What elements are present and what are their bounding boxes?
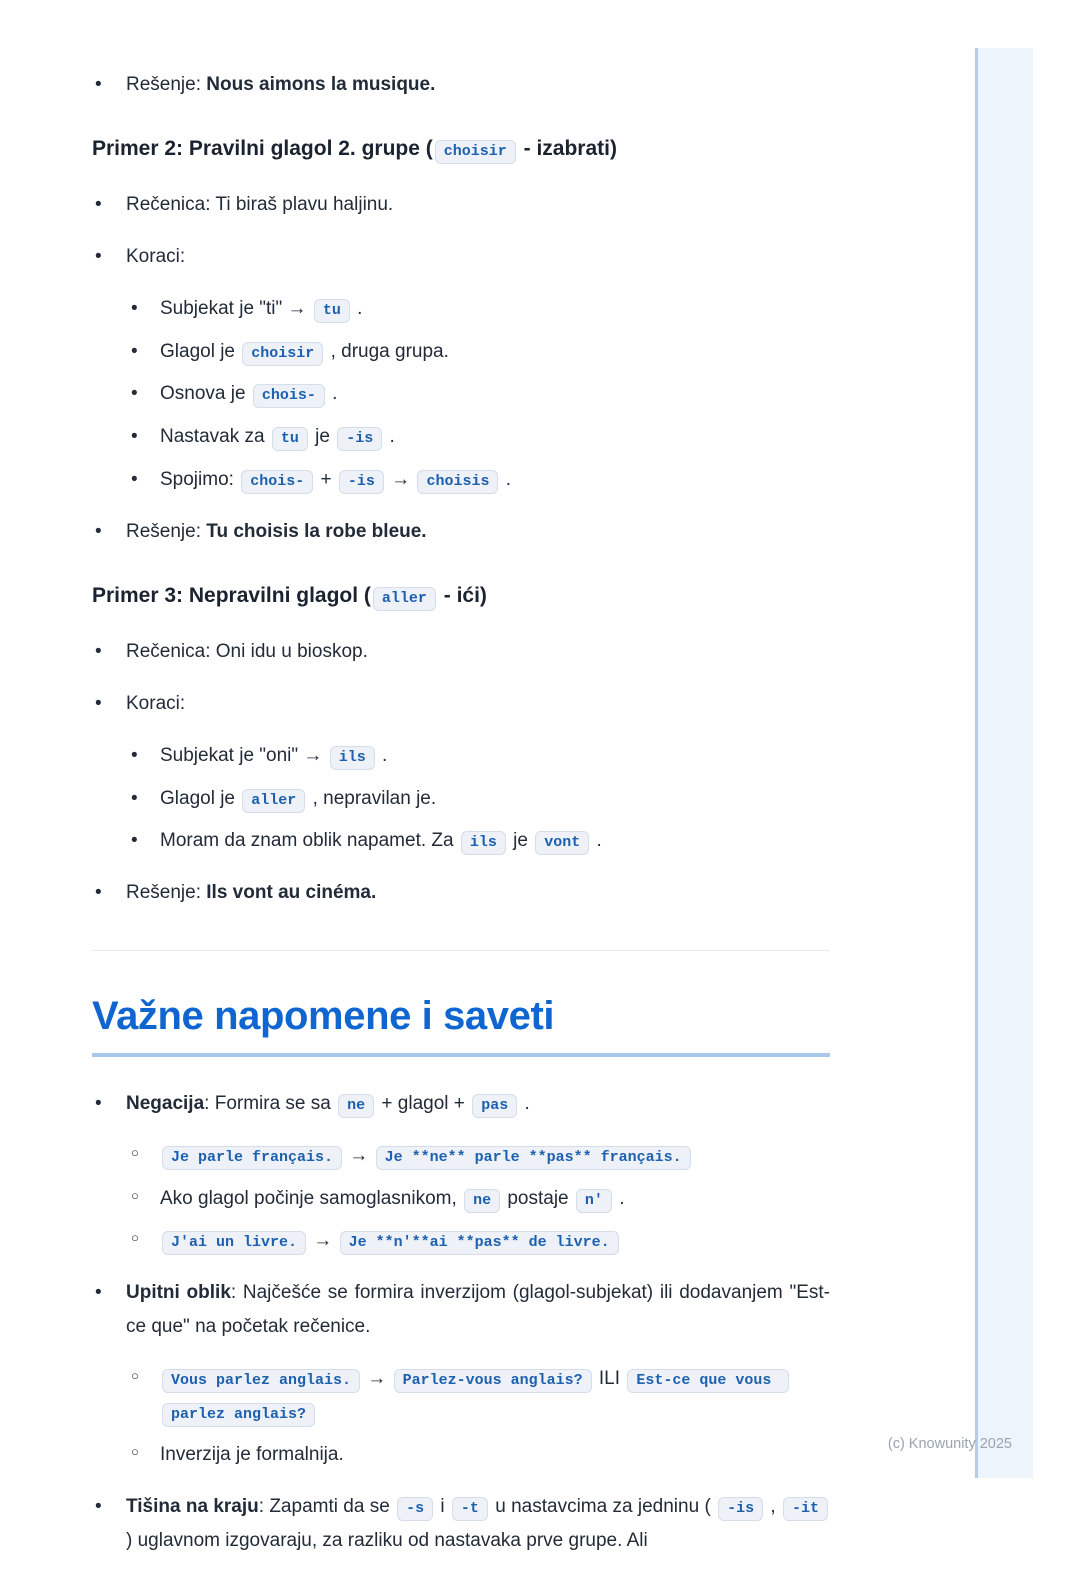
text-run: : Najčešće se formira inverzijom (glagol-subjekat) ili dodavanjem "Est-ce que" na početak rečenice. (126, 1282, 831, 1337)
code-chip: aller (242, 789, 305, 813)
disc-bullet-marker-icon: • (95, 246, 102, 267)
bullet-item (92, 68, 830, 102)
bold-text: Ils vont au cinéma. (206, 882, 377, 904)
text-run: Rečenica: Ti biraš plavu haljinu. (126, 194, 394, 216)
text-run: . (519, 1092, 530, 1114)
sub-bullet-item (128, 1438, 830, 1472)
text-run: ) uglavnom izgovaraju, za razliku od nastavaka prve grupe. Ali (126, 1530, 648, 1552)
bullet-text (126, 68, 830, 102)
text-run: → (344, 1144, 374, 1166)
text-run: Subjekat je "oni" → (160, 744, 328, 766)
disc-bullet-marker-icon: • (95, 520, 102, 542)
bullet-text (160, 782, 830, 816)
bullet-text (126, 635, 830, 669)
code-chip: ils (330, 746, 375, 770)
text-run: → (362, 1367, 392, 1389)
bullet-text (160, 1182, 830, 1216)
bullet-text (160, 1362, 830, 1430)
bullet-text (126, 1490, 830, 1558)
code-chip: ne (464, 1189, 500, 1213)
bullet-item (92, 1087, 830, 1121)
code-chip: n' (576, 1189, 612, 1213)
bullet-text (160, 463, 830, 497)
circle-bullet-marker-icon: ○ (131, 1144, 139, 1160)
bold-text: Negacija (126, 1092, 205, 1114)
text-run: Koraci: (126, 246, 186, 267)
text-run: : Zapamti da se (258, 1496, 396, 1518)
text-run: Glagol je (160, 340, 241, 362)
bold-text: Nous aimons la musique. (206, 74, 436, 95)
code-chip: chois- (253, 384, 325, 408)
sub-bullet-item (128, 1224, 830, 1258)
code-chip: -it (783, 1497, 828, 1521)
code-chip: Je **n'**ai **pas** de livre. (340, 1231, 619, 1255)
text-run: Inverzija je formalnija. (160, 1444, 344, 1466)
text-run: , druga grupa. (325, 340, 449, 362)
sub-bullet-item (128, 782, 830, 816)
code-chip: chois- (241, 470, 313, 494)
text-run: je (507, 830, 534, 852)
text-run: : Formira se sa (204, 1092, 337, 1114)
bullet-text (160, 292, 830, 326)
text-run: , (765, 1496, 781, 1518)
disc-bullet-marker-icon: • (131, 830, 138, 852)
code-chip: -is (718, 1497, 763, 1521)
code-chip: -t (452, 1497, 488, 1521)
disc-bullet-marker-icon: • (95, 194, 102, 216)
code-chip: choisir (435, 140, 516, 164)
bullet-text (126, 1276, 830, 1344)
disc-bullet-marker-icon: • (95, 692, 102, 714)
bullet-item (92, 515, 830, 549)
bullet-text (160, 1139, 830, 1173)
disc-bullet-marker-icon: • (95, 882, 102, 904)
text-run: Rešenje: (126, 520, 207, 542)
bullet-item (92, 635, 830, 669)
text-run: u nastavcima za jedninu ( (489, 1496, 717, 1518)
disc-bullet-marker-icon: • (95, 641, 102, 663)
disc-bullet-marker-icon: • (131, 787, 138, 809)
bullet-item (92, 240, 830, 274)
circle-bullet-marker-icon: ○ (131, 1230, 139, 1246)
sub-bullet-item (128, 1182, 830, 1216)
disc-bullet-marker-icon: • (95, 1092, 102, 1114)
text-run: Primer 2: Pravilni glagol 2. grupe ( (92, 136, 433, 160)
text-run: Osnova je (160, 383, 251, 405)
code-chip: J'ai un livre. (162, 1231, 306, 1255)
sub-bullet-item (128, 335, 830, 369)
disc-bullet-marker-icon: • (131, 744, 138, 766)
code-chip: ils (461, 831, 506, 855)
code-chip: pas (472, 1094, 517, 1118)
bullet-item (92, 876, 830, 910)
code-chip: choisir (242, 342, 323, 366)
text-run: Koraci: (126, 692, 186, 714)
circle-bullet-marker-icon: ○ (131, 1187, 139, 1203)
code-chip: Je **ne** parle **pas** français. (376, 1146, 691, 1170)
code-chip: tu (272, 427, 308, 451)
bullet-text (126, 687, 830, 721)
code-chip: Parlez-vous anglais? (394, 1369, 592, 1393)
bullet-text (126, 188, 830, 222)
bullet-text (126, 876, 830, 910)
bullet-text (126, 515, 830, 549)
sub-bullet-item (128, 1139, 830, 1173)
code-chip: vont (535, 831, 589, 855)
disc-bullet-marker-icon: • (131, 340, 138, 362)
text-run: Glagol je (160, 787, 241, 809)
text-run: . (591, 830, 602, 852)
text-run: Nastavak za (160, 426, 270, 448)
code-chip: tu (314, 299, 350, 323)
bullet-text (160, 824, 830, 858)
text-run: . (326, 383, 338, 405)
text-run: . (613, 1187, 625, 1209)
code-chip: Est-ce que vous parlez anglais? (162, 1369, 789, 1427)
example-heading (92, 130, 830, 167)
text-run: Subjekat je "ti" → (160, 297, 312, 319)
text-run: Rešenje: (126, 74, 207, 95)
bullet-item (92, 188, 830, 222)
text-run: Rešenje: (126, 882, 207, 904)
bullet-text (160, 420, 830, 454)
bullet-text (160, 377, 830, 411)
sub-bullet-item (128, 824, 830, 858)
text-run: → (308, 1230, 338, 1252)
text-run: . (376, 744, 388, 766)
text-run: ILI (593, 1367, 626, 1389)
code-chip: aller (373, 587, 436, 611)
code-chip: choisis (417, 470, 498, 494)
text-run: + glagol + (376, 1092, 471, 1114)
example-heading (92, 577, 830, 614)
section-divider (92, 950, 830, 951)
sub-bullet-item (128, 420, 830, 454)
text-run: , nepravilan je. (307, 787, 437, 809)
text-run: Moram da znam oblik napamet. Za (160, 830, 459, 852)
text-run: Ako glagol počinje samoglasnikom, (160, 1187, 463, 1209)
section-heading: Važne napomene i saveti (92, 993, 830, 1057)
text-run: Primer 3: Nepravilni glagol ( (92, 583, 371, 607)
disc-bullet-marker-icon: • (131, 469, 138, 491)
page-edge-stripe (975, 48, 1033, 1478)
bullet-text (160, 739, 830, 773)
text-run: je (309, 426, 336, 448)
bullet-item (92, 1490, 830, 1558)
bullet-item (92, 1276, 830, 1344)
bullet-text (160, 1224, 830, 1258)
disc-bullet-marker-icon: • (131, 426, 138, 448)
text-run: Spojimo: (160, 469, 240, 491)
document-body (92, 50, 830, 1576)
sub-bullet-item (128, 377, 830, 411)
text-run: i (435, 1496, 450, 1518)
sub-bullet-item (128, 292, 830, 326)
circle-bullet-marker-icon: ○ (131, 1444, 139, 1460)
text-run: Rečenica: Oni idu u bioskop. (126, 641, 368, 663)
disc-bullet-marker-icon: • (131, 383, 138, 405)
disc-bullet-marker-icon: • (131, 297, 138, 319)
code-chip: Vous parlez anglais. (162, 1369, 360, 1393)
code-chip: -is (339, 470, 384, 494)
text-run: . (351, 297, 363, 319)
text-run: → (385, 469, 416, 491)
bold-text: Tišina na kraju (126, 1496, 259, 1518)
sub-bullet-item (128, 1362, 830, 1430)
text-run: + (315, 469, 337, 491)
code-chip: -is (337, 427, 382, 451)
text-run: - ići) (437, 583, 487, 607)
bold-text: Tu choisis la robe bleue. (206, 520, 427, 542)
copyright-footer: (c) Knowunity 2025 (887, 1436, 1012, 1452)
bullet-item (92, 687, 830, 721)
bullet-text (160, 335, 830, 369)
bullet-text (160, 1438, 830, 1472)
circle-bullet-marker-icon: ○ (131, 1367, 139, 1383)
bullet-text (126, 1087, 830, 1121)
code-chip: Je parle français. (162, 1146, 342, 1170)
bullet-text (126, 240, 830, 274)
disc-bullet-marker-icon: • (95, 1282, 102, 1304)
code-chip: ne (338, 1094, 374, 1118)
code-chip: -s (397, 1497, 433, 1521)
disc-bullet-marker-icon: • (95, 1496, 102, 1518)
sub-bullet-item (128, 463, 830, 497)
sub-bullet-item (128, 739, 830, 773)
text-run: postaje (502, 1187, 574, 1209)
text-run: . (500, 469, 512, 491)
disc-bullet-marker-icon: • (95, 74, 102, 95)
text-run: - izabrati) (517, 136, 617, 160)
bold-text: Upitni oblik (126, 1282, 231, 1304)
text-run: . (384, 426, 395, 448)
